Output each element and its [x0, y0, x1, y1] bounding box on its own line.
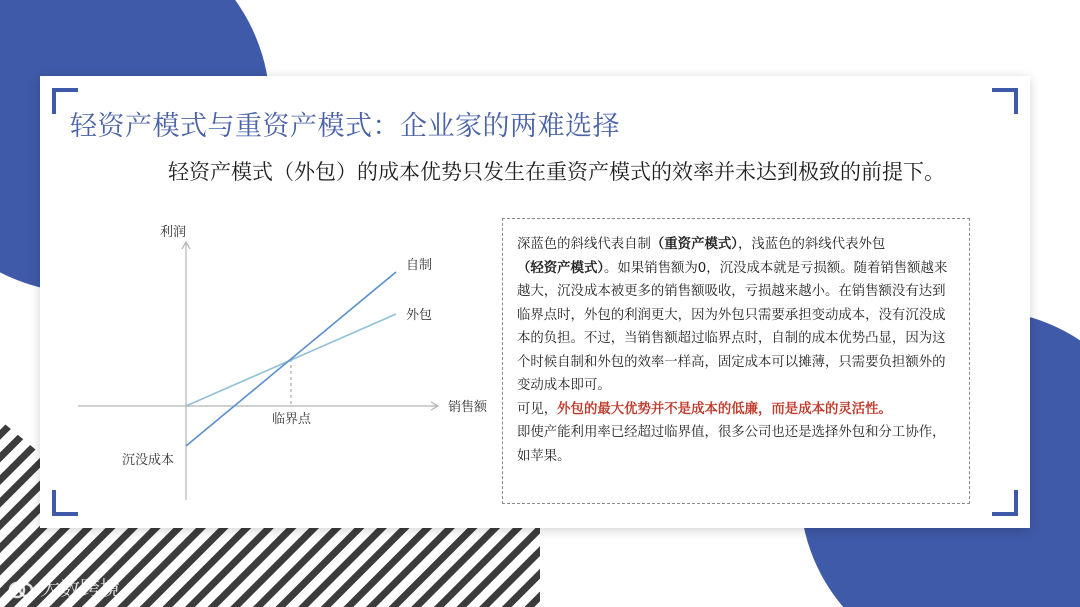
explanation-paragraph-1 — [517, 233, 957, 398]
text-segment: ，浅蓝色的斜线代表外包 — [737, 237, 886, 252]
explanation-paragraph-3: 即使产能利用率已经超过临界值，很多公司也还是选择外包和分工协作，如苹果。 — [517, 425, 946, 464]
highlight-segment: 外包的最大优势并不是成本的低廉，而是成本的灵活性。 — [557, 401, 892, 417]
explanation-box — [502, 218, 970, 504]
self-line-label: 自制 — [406, 258, 433, 273]
text-segment: 可见， — [517, 401, 558, 417]
content-card — [40, 76, 1030, 528]
text-segment: 深蓝色的斜线代表自制 — [517, 237, 651, 252]
corner-bracket-top-right — [992, 88, 1018, 114]
corner-bracket-bottom-left — [52, 490, 78, 516]
bold-segment: （轻资产模式） — [517, 260, 605, 276]
outsource-line-label: 外包 — [406, 308, 433, 323]
watermark-text: 大数跨境 — [40, 576, 120, 600]
watermark-logo-icon — [8, 579, 34, 601]
page-title: 轻资产模式与重资产模式：企业家的两难选择 — [70, 111, 620, 142]
explanation-paragraph-2 — [517, 398, 957, 422]
page-subtitle: 轻资产模式（外包）的成本优势只发生在重资产模式的效率并未达到极致的前提下。 — [168, 160, 945, 184]
cost-profit-diagram — [76, 216, 496, 516]
corner-bracket-bottom-right — [992, 490, 1018, 516]
watermark — [8, 572, 120, 601]
x-axis-label: 销售额 — [448, 400, 488, 415]
sunk-cost-label: 沉没成本 — [122, 453, 175, 468]
bold-segment: （重资产模式） — [650, 237, 738, 252]
breakeven-label: 临界点 — [272, 412, 312, 427]
text-segment: 。如果销售额为0，沉没成本就是亏损额。随着销售额越来越大，沉没成本被更多的销售额吸收，亏损越来越小。在销售额没有达到临界点时，外包的利润更大，因为外包只需要承担变动成本，没有沉没成本的负担。不过，当销售额超过临界点时，自制的成本优势凸显，因为这个时候自制和外包的效率一样高，固定成本可以摊薄，只需要负担额外的变动成本即可。 — [517, 260, 948, 393]
y-axis-label: 利润 — [160, 225, 187, 240]
